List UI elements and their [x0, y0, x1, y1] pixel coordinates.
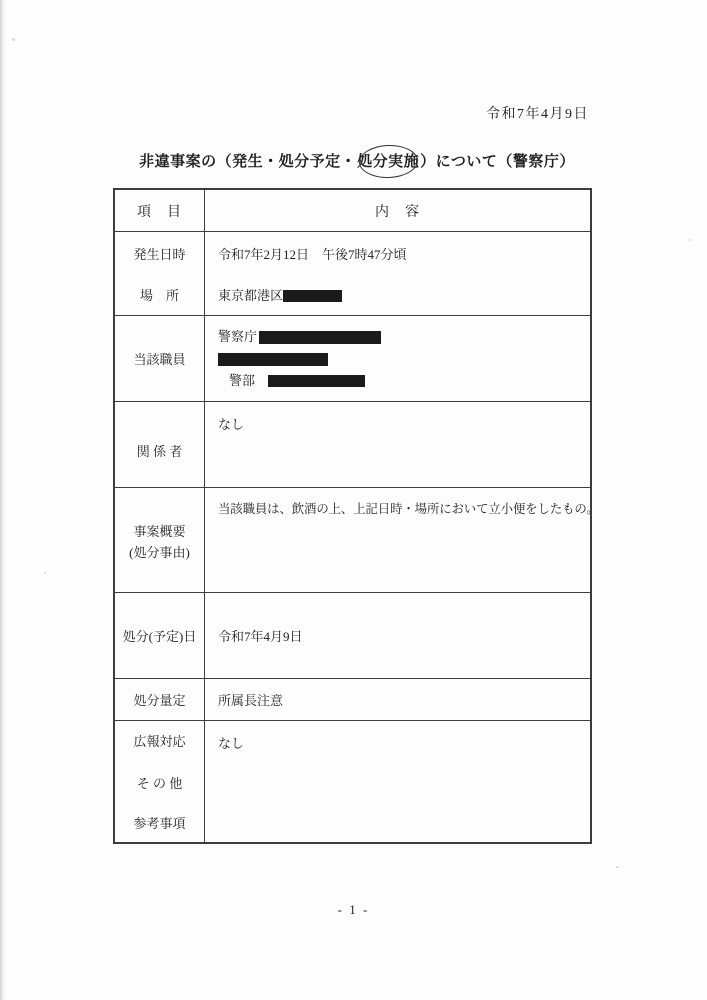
label-summary-line2: (処分事由) — [129, 545, 190, 560]
related-label-cell — [115, 402, 205, 487]
disposition-date-value: 令和7年4月9日 — [218, 629, 303, 644]
occurrence-label-cell — [115, 232, 205, 315]
officer-content-cell — [205, 316, 590, 401]
table-header-row — [115, 190, 590, 232]
title-post: ）について（警察庁） — [420, 153, 575, 170]
header-content-label: 内 容 — [375, 204, 420, 220]
misc-label-cell — [115, 721, 205, 842]
misc-content-cell — [205, 721, 590, 842]
header-content-cell — [205, 190, 590, 231]
summary-content-cell — [205, 488, 599, 592]
related-value: なし — [218, 417, 245, 432]
officer-agency-prefix: 警察庁 — [218, 329, 258, 344]
label-disposition-date: 処分(予定)日 — [122, 629, 197, 644]
document-date: 令和7年4月9日 — [486, 107, 589, 122]
label-officer: 当該職員 — [133, 352, 186, 367]
label-related: 関 係 者 — [136, 444, 183, 459]
scan-edge-shadow — [0, 0, 7, 1000]
scan-speck — [689, 239, 691, 241]
summary-label-cell — [115, 488, 205, 592]
scan-speck — [12, 38, 15, 41]
row-disposition-measure — [115, 679, 590, 721]
row-officer — [115, 316, 590, 402]
officer-line2 — [218, 351, 328, 367]
disposition-measure-value: 所属長注意 — [218, 693, 284, 708]
disposition-measure-content-cell — [205, 679, 590, 720]
place-value-line — [218, 288, 342, 303]
redaction-bar — [268, 375, 365, 387]
scan-speck — [616, 866, 619, 868]
label-summary-line1: 事案概要 — [133, 524, 186, 539]
row-summary — [115, 488, 599, 593]
case-table — [113, 188, 599, 844]
document-title — [7, 150, 707, 171]
occurrence-content-cell — [205, 232, 590, 315]
officer-line1 — [218, 329, 381, 345]
row-related — [115, 402, 590, 488]
label-disposition-measure: 処分量定 — [133, 693, 186, 708]
officer-rank: 警部 — [229, 373, 256, 388]
officer-line3 — [229, 373, 365, 388]
summary-value: 当該職員は、飲酒の上、上記日時・場所において立小便をしたもの。 — [218, 502, 599, 516]
header-item-cell — [115, 190, 205, 231]
disposition-measure-label-cell — [115, 679, 205, 720]
place-prefix: 東京都港区 — [218, 288, 284, 303]
disposition-date-label-cell — [115, 593, 205, 678]
title-pre: 非違事案の（発生・処分予定・ — [139, 153, 357, 170]
header-item-label: 項 目 — [137, 204, 182, 220]
label-publicity: 広報対応 — [133, 734, 186, 749]
redaction-bar — [283, 290, 342, 302]
label-reference: 参考事項 — [133, 816, 186, 831]
page-number: - 1 - — [337, 902, 370, 917]
redaction-bar — [218, 353, 328, 366]
title-circled-option: 処分実施 — [356, 150, 420, 171]
row-occurrence — [115, 232, 590, 316]
row-disposition-date — [115, 593, 590, 679]
disposition-date-content-cell — [205, 593, 590, 678]
misc-value: なし — [218, 736, 245, 751]
label-other: そ の 他 — [136, 776, 183, 791]
label-place: 場 所 — [139, 288, 179, 303]
row-misc — [115, 721, 590, 842]
officer-label-cell — [115, 316, 205, 401]
label-occurrence-datetime: 発生日時 — [133, 247, 186, 262]
redaction-bar — [259, 331, 381, 344]
occurrence-datetime-value: 令和7年2月12日 午後7時47分頃 — [218, 247, 407, 262]
related-content-cell — [205, 402, 590, 487]
scan-speck — [44, 572, 46, 574]
